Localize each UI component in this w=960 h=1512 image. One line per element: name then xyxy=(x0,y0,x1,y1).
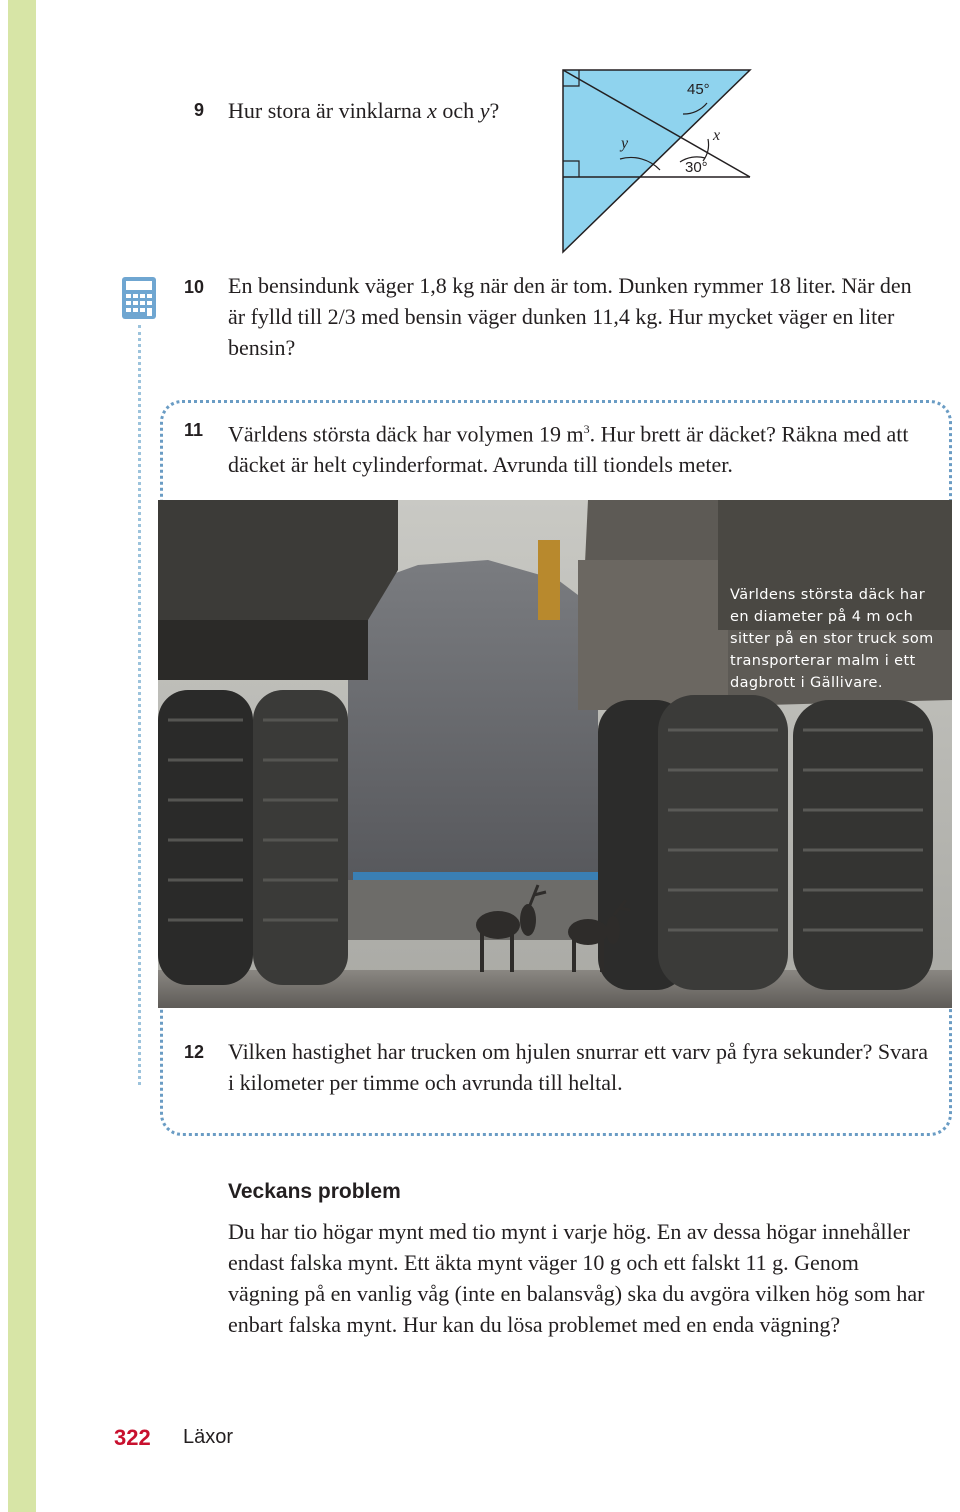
question-12-number: 12 xyxy=(184,1042,205,1062)
question-12-text: Vilken hastighet har trucken om hjulen snurrar ett varv på fyra sekunder? Svara i kilometer per timme och avrunda till heltal. xyxy=(228,1039,928,1095)
calculator-icon xyxy=(122,277,156,319)
weekly-problem-heading: Veckans problem xyxy=(228,1180,401,1203)
angle-45-label: 45° xyxy=(687,81,710,98)
question-11-number: 11 xyxy=(184,420,204,440)
question-10-number: 10 xyxy=(184,277,205,297)
question-9-number: 9 xyxy=(194,100,205,120)
angle-30-label: 30° xyxy=(685,159,708,176)
angle-y-label: y xyxy=(621,135,629,152)
calculator-dotted-line xyxy=(138,325,141,1085)
angle-x-label: x xyxy=(713,127,721,144)
question-9-text: Hur stora är vinklarna x och y? xyxy=(228,98,500,123)
margin-strip xyxy=(0,0,36,1512)
page-number: 322 xyxy=(114,1425,151,1450)
photo-caption: Världens största däck har en diameter på 4 m och sitter på en stor truck som transporterar malm i ett dagbrott i Gällivare. xyxy=(730,587,934,691)
question-11-text: Världens största däck har volymen 19 $m^3$. Hur brett är däcket? Räkna med att däcket är helt cylinderformat. Avrunda till tiondels meter. xyxy=(228,421,909,478)
section-name: Läxor xyxy=(183,1426,234,1448)
truck-photo xyxy=(158,500,952,1008)
angle-diagram xyxy=(555,62,760,262)
weekly-problem-text: Du har tio högar mynt med tio mynt i varje hög. En av dessa högar innehåller endast falska mynt. Ett äkta mynt väger 10 g och ett falskt 11 g. Genom vägning på en vanlig våg (inte en balansvåg) ska du avgöra vilken hög som har enbart falska mynt. Hur kan du lösa problemet med en enda vägning? xyxy=(228,1219,925,1337)
question-10-text: En bensindunk väger 1,8 kg när den är tom. Dunken rymmer 18 liter. När den är fylld till 2/3 med bensin väger dunken 11,4 kg. Hur mycket väger en liter bensin? xyxy=(228,273,912,360)
